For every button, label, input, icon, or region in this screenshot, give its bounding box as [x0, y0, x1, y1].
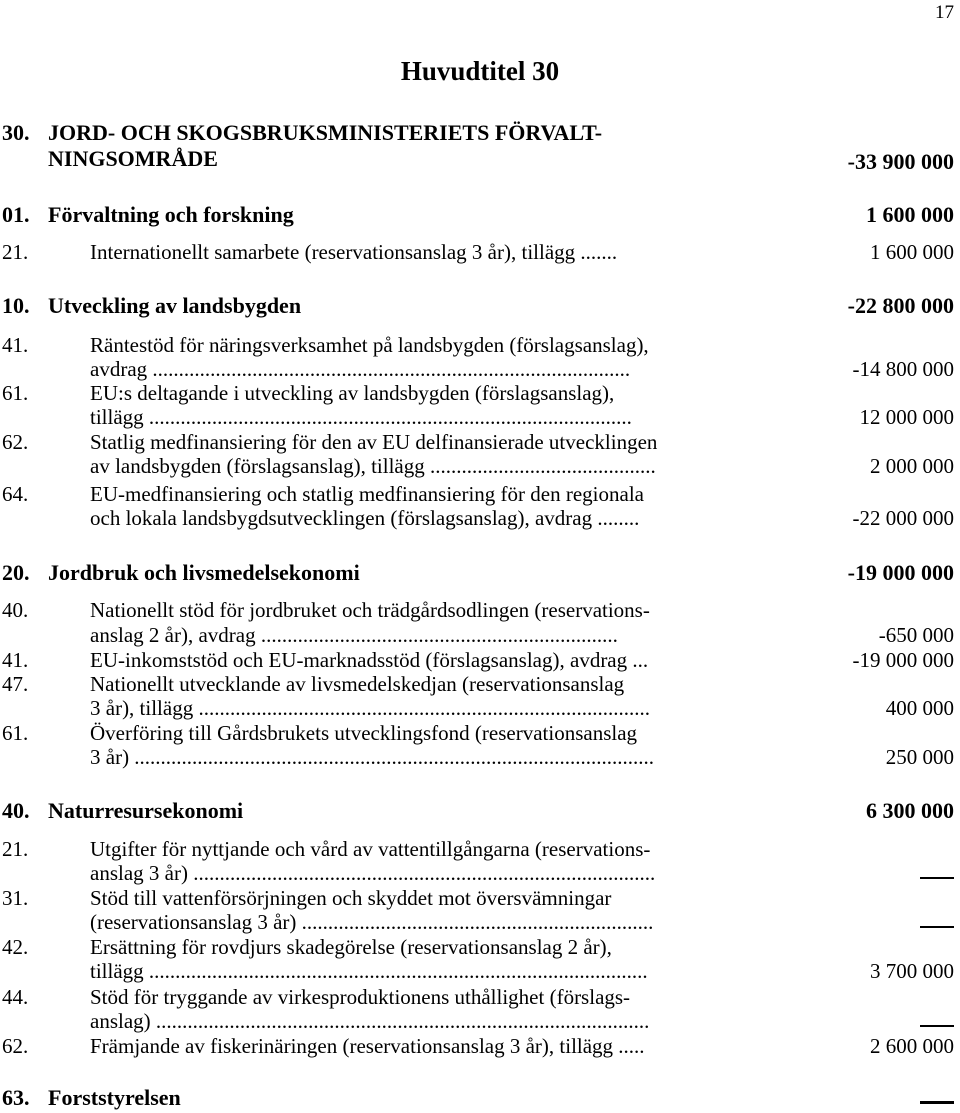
chapter-title: Forststyrelsen: [48, 1085, 181, 1110]
item-text: Främjande av fiskerinäringen (reservationsanslag 3 år), tillägg .....: [90, 1034, 645, 1058]
item-text: (reservationsanslag 3 år) ...................................................................: [90, 910, 654, 934]
chapter-number: 40.: [2, 798, 30, 823]
item-number: 42.: [2, 935, 29, 959]
section-title-line2: NINGSOMRÅDE: [48, 146, 218, 171]
item-number: 62.: [2, 430, 29, 454]
item-text: 3 år) ...................................................................................................: [90, 745, 655, 769]
chapter-number: 01.: [2, 202, 30, 227]
item-text: Räntestöd för näringsverksamhet på landsbygden (förslagsanslag),: [90, 333, 649, 357]
amount-dash: [920, 926, 954, 928]
item-text: av landsbygden (förslagsanslag), tillägg ...........................................: [90, 454, 656, 478]
item-text: EU:s deltagande i utveckling av landsbygden (förslagsanslag),: [90, 381, 615, 405]
item-number: 62.: [2, 1034, 29, 1058]
item-text: EU-inkomststöd och EU-marknadsstöd (förslagsanslag), avdrag ...: [90, 648, 649, 672]
item-text: Stöd för tryggande av virkesproduktionens uthållighet (förslags-: [90, 985, 631, 1009]
chapter-amount: 6 300 000: [866, 798, 954, 823]
item-text: tillägg ............................................................................................: [90, 405, 632, 429]
amount-dash: [920, 1101, 954, 1104]
section-title-line1: JORD- OCH SKOGSBRUKSMINISTERIETS FÖRVALT-: [48, 120, 603, 145]
item-amount: 3 700 000: [870, 959, 954, 983]
main-title: Huvudtitel 30: [400, 56, 560, 86]
item-number: 21.: [2, 240, 29, 264]
item-amount: 12 000 000: [859, 405, 954, 429]
item-number: 40.: [2, 598, 29, 622]
item-number: 31.: [2, 886, 29, 910]
item-text: Utgifter för nyttjande och vård av vattentillgångarna (reservations-: [90, 837, 651, 861]
item-text: Nationellt stöd för jordbruket och trädgårdsodlingen (reservations-: [90, 598, 650, 622]
chapter-number: 20.: [2, 560, 30, 585]
item-text: Överföring till Gårdsbrukets utvecklingsfond (reservationsanslag: [90, 721, 638, 745]
item-text: EU-medfinansiering och statlig medfinansiering för den regionala: [90, 482, 644, 506]
item-number: 44.: [2, 985, 29, 1009]
chapter-number: 63.: [2, 1085, 30, 1110]
item-amount: 2 600 000: [870, 1034, 954, 1058]
item-text: och lokala landsbygdsutvecklingen (förslagsanslag), avdrag ........: [90, 506, 640, 530]
item-text: Nationellt utvecklande av livsmedelskedjan (reservationsanslag: [90, 672, 625, 696]
chapter-amount: 1 600 000: [866, 202, 954, 227]
item-text: Ersättning för rovdjurs skadegörelse (reservationsanslag 2 år),: [90, 935, 612, 959]
chapter-number: 10.: [2, 293, 30, 318]
section-amount: -33 900 000: [847, 149, 954, 174]
chapter-title: Naturresursekonomi: [48, 798, 244, 823]
item-text: avdrag ...........................................................................................: [90, 357, 631, 381]
item-text: 3 år), tillägg ......................................................................................: [90, 696, 650, 720]
item-amount: 2 000 000: [870, 454, 954, 478]
item-text: Internationellt samarbete (reservationsanslag 3 år), tillägg .......: [90, 240, 618, 264]
chapter-title: Utveckling av landsbygden: [48, 293, 302, 318]
item-text: Stöd till vattenförsörjningen och skyddet mot översvämningar: [90, 886, 612, 910]
item-text: anslag 2 år), avdrag ....................................................................: [90, 623, 618, 647]
amount-dash: [920, 1025, 954, 1027]
amount-dash: [920, 877, 954, 879]
item-number: 21.: [2, 837, 29, 861]
item-amount: 250 000: [885, 745, 954, 769]
page-number: 17: [935, 2, 954, 23]
item-number: 64.: [2, 482, 29, 506]
item-number: 47.: [2, 672, 29, 696]
item-amount: -22 000 000: [852, 506, 954, 530]
item-amount: -14 800 000: [852, 357, 954, 381]
chapter-title: Förvaltning och forskning: [48, 202, 294, 227]
item-number: 61.: [2, 721, 29, 745]
section-number: 30.: [2, 120, 30, 145]
item-amount: -650 000: [878, 623, 954, 647]
chapter-amount: -19 000 000: [847, 560, 954, 585]
item-amount: 400 000: [885, 696, 954, 720]
item-text: Statlig medfinansiering för den av EU delfinansierade utvecklingen: [90, 430, 658, 454]
item-text: anslag 3 år) ........................................................................................: [90, 861, 656, 885]
item-text: anslag) ..............................................................................................: [90, 1009, 650, 1033]
item-number: 41.: [2, 333, 29, 357]
item-number: 61.: [2, 381, 29, 405]
item-amount: -19 000 000: [852, 648, 954, 672]
chapter-title: Jordbruk och livsmedelsekonomi: [48, 560, 360, 585]
item-amount: 1 600 000: [870, 240, 954, 264]
item-number: 41.: [2, 648, 29, 672]
chapter-amount: -22 800 000: [847, 293, 954, 318]
item-text: tillägg ...............................................................................................: [90, 959, 648, 983]
